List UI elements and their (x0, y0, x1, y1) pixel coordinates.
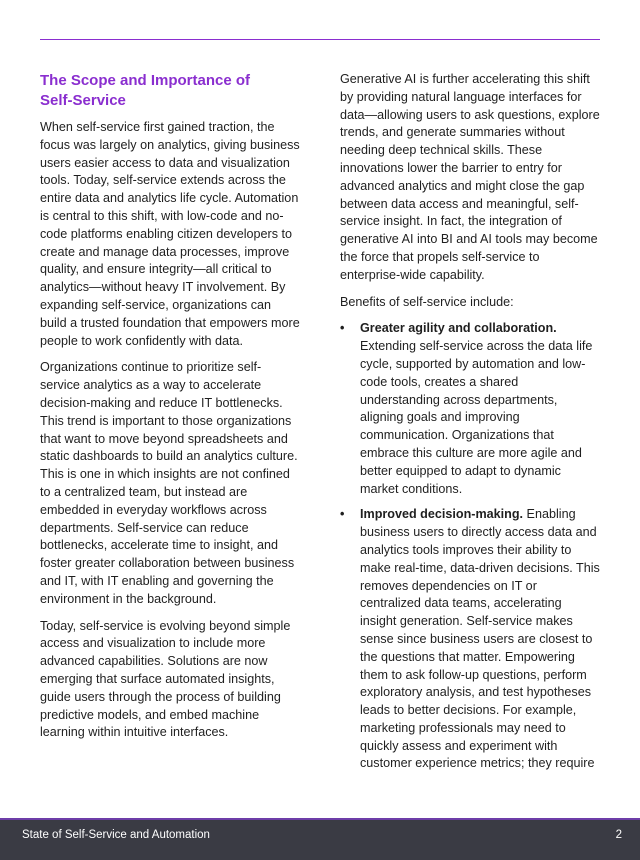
benefit-lead: Greater agility and collaboration. (360, 321, 557, 336)
benefit-item (340, 320, 600, 498)
footer-document-title: State of Self-Service and Automation (22, 829, 210, 841)
benefit-lead: Improved decision-making. (360, 507, 524, 522)
body-paragraph: Generative AI is further accelerating this shift by providing natural language interfaces for data—allowing users to ask questions, explore trends, and generate summaries without needing deep technical skills. These innovations lower the barrier to entry for advanced analytics and might close the gap between data access and meaningful, self-service insight. In fact, the integration of generative AI into BI and AI tools may become the force that propels self-service to enterprise-wide capability. (340, 72, 600, 282)
bullet-icon: • (340, 321, 345, 336)
benefit-text: Extending self-service across the data life cycle, supported by automation and low-code tools, creates a shared understanding across departments, aligning goals and improving communication. Organizations that embrace this culture are more agile and better equipped to adapt to dynamic market conditions. (360, 339, 593, 496)
body-paragraph: Organizations continue to prioritize self-service analytics as a way to accelerate decision-making and reduce IT bottlenecks. This trend is important to those organizations that want to move beyond spreadsheets and static dashboards to build an analytics culture. This is one in which insights are not confined to a centralized team, but instead are embedded in everyday workflows across departments. Self-service can reduce bottlenecks, accelerate time to insight, and foster greater collaboration between business and IT, with IT enabling and governing the environment in the background. (40, 360, 298, 606)
benefits-intro: Benefits of self-service include: (340, 294, 514, 309)
benefit-item (340, 506, 600, 773)
header-divider (40, 39, 600, 40)
page-footer (0, 818, 640, 860)
footer-accent-line (0, 818, 640, 820)
body-paragraph: When self-service first gained traction, the focus was largely on analytics, giving business users easier access to data and visualization tools. Today, self-service extends across the entire data and analytics life cycle. Automation is central to this shift, with low-code and no-code platforms enabling citizen developers to create and manage data processes, improve quality, and ensure integrity—all critical to analytics—without heavy IT involvement. By expanding self-service, organizations can build a trusted foundation that empowers more people to work confidently with data. (40, 120, 300, 348)
benefit-text: Enabling business users to directly access data and analytics tools improves their ability to make real-time, data-driven decisions. This removes dependencies on IT or centralized data teams, accelerating insight generation. Self-service makes sense since business users are closest to the questions that matter. Empowering them to ask follow-up questions, perform exploratory analysis, and test hypotheses leads to better decisions. For example, marketing professionals may need to quickly assess and experiment with customer experience metrics; they require (360, 507, 600, 771)
benefits-list (340, 320, 600, 773)
bullet-icon: • (340, 507, 345, 522)
left-column (40, 71, 300, 751)
section-heading: The Scope and Importance of Self-Service (40, 72, 251, 109)
body-paragraph: Today, self-service is evolving beyond simple access and visualization to include more advanced capabilities. Solutions are now emerging that surface automated insights, guide users through the process of building predictive models, and embed machine learning within intuitive interfaces. (40, 618, 291, 740)
page-number: 2 (615, 829, 622, 841)
right-column (340, 71, 600, 781)
